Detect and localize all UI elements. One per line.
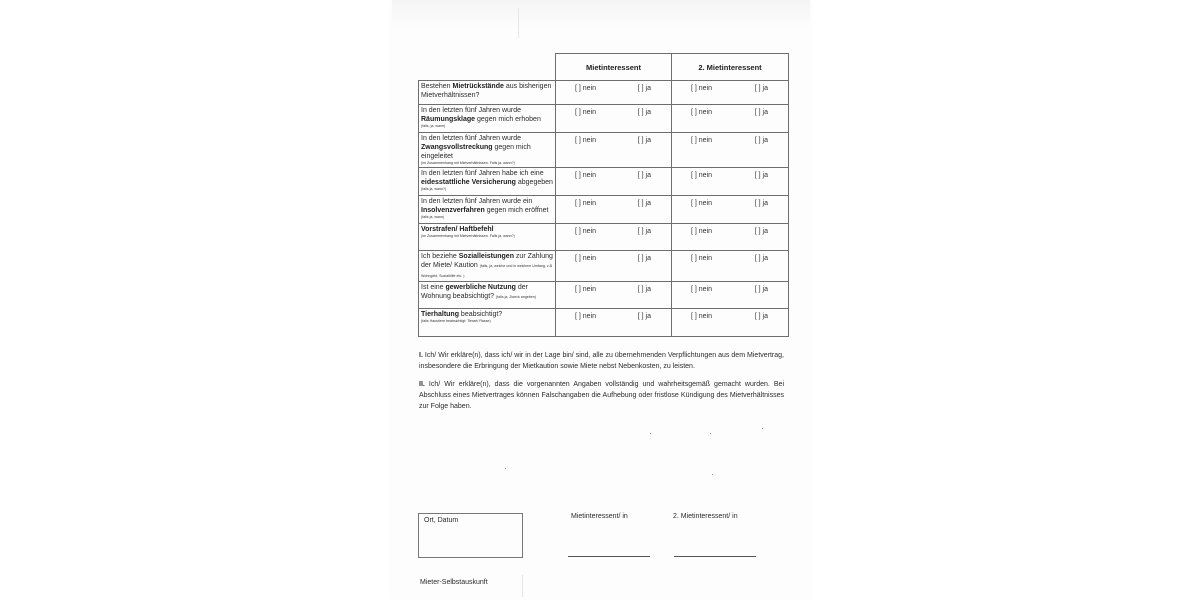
tenant2-signature-line[interactable]: [674, 556, 756, 557]
tenant1-checkbox-nein[interactable]: [ ] nein: [575, 228, 597, 235]
question-keyword: Zwangsvollstreckung: [421, 144, 493, 151]
tenant2-checkbox-ja[interactable]: [ ] ja: [754, 137, 768, 144]
question-cell: Tierhaltung beabsichtigt? (falls Haustiere beabsichtigt: Tierart/ Rasse): [419, 309, 556, 337]
table-row: [419, 105, 789, 133]
tenant1-signature-line[interactable]: [568, 556, 650, 557]
tenant1-checkbox-nein[interactable]: [ ] nein: [575, 200, 597, 207]
table-row: [419, 133, 789, 168]
tenant2-checkbox-nein[interactable]: [ ] nein: [691, 200, 713, 207]
tenant1-checkbox-nein[interactable]: [ ] nein: [575, 137, 597, 144]
tenant1-checkbox-ja[interactable]: [ ] ja: [637, 137, 651, 144]
tenant2-answer-cell: [672, 251, 789, 282]
tenant1-checkbox-nein[interactable]: [ ] nein: [575, 85, 597, 92]
question-note: (falls, ja, wann): [421, 124, 446, 128]
tenant1-answer-cell: [556, 105, 672, 133]
tenant2-answer-cell: [672, 105, 789, 133]
tenant1-checkbox-nein[interactable]: [ ] nein: [575, 286, 597, 293]
tenant2-checkbox-ja[interactable]: [ ] ja: [754, 200, 768, 207]
table-row: [419, 168, 789, 196]
tenant2-checkbox-ja[interactable]: [ ] ja: [754, 228, 768, 235]
footer-title: Mieter-Selbstauskunft: [420, 579, 488, 586]
question-cell: Ist eine gewerbliche Nutzung der Wohnung beabsichtigt? (falls ja, Zweck angeben): [419, 282, 556, 309]
tenant1-answer-cell: [556, 196, 672, 224]
declaration-2: II. Ich/ Wir erkläre(n), dass die vorgenannten Angaben vollständig und wahrheitsgemäß gemacht wurden. Bei Abschluss eines Mietvertrages können Falschangaben die Aufhebung oder fristlose Kündigung des Mietverhältnisses zur Folge haben.: [419, 381, 784, 411]
tenant2-answer-cell: [672, 224, 789, 251]
tenant2-answer-cell: [672, 196, 789, 224]
tenant2-answer-cell: [672, 133, 789, 168]
place-date-field[interactable]: [418, 513, 523, 558]
question-cell: Ich beziehe Sozialleistungen zur Zahlung der Miete/ Kaution (falls, ja, welche und in welchem Umfang, z.B Wohngeld, Sozialhilfe etc. ): [419, 251, 556, 282]
tenant1-checkbox-ja[interactable]: [ ] ja: [637, 109, 651, 116]
scan-artifact: [522, 575, 523, 597]
question-keyword: Vorstrafen/ Haftbefehl: [421, 226, 494, 233]
tenant1-checkbox-ja[interactable]: [ ] ja: [637, 200, 651, 207]
header-tenant1: Mietinteressent: [556, 54, 672, 81]
tenant2-checkbox-ja[interactable]: [ ] ja: [754, 172, 768, 179]
self-disclosure-table: [418, 53, 789, 337]
tenant2-checkbox-nein[interactable]: [ ] nein: [691, 228, 713, 235]
question-keyword: Sozialleistungen: [458, 253, 514, 260]
tenant1-checkbox-ja[interactable]: [ ] ja: [637, 172, 651, 179]
tenant1-checkbox-nein[interactable]: [ ] nein: [575, 172, 597, 179]
table-row: [419, 196, 789, 224]
tenant2-checkbox-ja[interactable]: [ ] ja: [754, 313, 768, 320]
tenant1-checkbox-ja[interactable]: [ ] ja: [637, 313, 651, 320]
question-cell: In den letzten fünf Jahren habe ich eine eidesstattliche Versicherung abgegeben (falls ja, wann?): [419, 168, 556, 196]
tenant2-checkbox-ja[interactable]: [ ] ja: [754, 255, 768, 262]
question-cell: In den letzten fünf Jahren wurde Zwangsvollstreckung gegen mich eingeleitet (im Zusammenhang mit Mietverhältnissen. Falls ja, wann?): [419, 133, 556, 168]
question-note: (falls, ja, welche und in welchem Umfang, z.B Wohngeld, Sozialhilfe etc. ): [421, 264, 553, 278]
scan-artifact: [518, 8, 519, 38]
header-tenant2: 2. Mietinteressent: [672, 54, 789, 81]
tenant2-answer-cell: [672, 81, 789, 105]
question-keyword: Insolvenzverfahren: [421, 207, 485, 214]
tenant2-signature-label: 2. Mietinteressent/ in: [673, 513, 738, 520]
tenant2-checkbox-nein[interactable]: [ ] nein: [691, 286, 713, 293]
tenant1-answer-cell: [556, 282, 672, 309]
tenant2-checkbox-ja[interactable]: [ ] ja: [754, 286, 768, 293]
tenant2-answer-cell: [672, 282, 789, 309]
tenant1-checkbox-ja[interactable]: [ ] ja: [637, 255, 651, 262]
table-row: [419, 251, 789, 282]
question-note: (falls ja, wann): [421, 215, 445, 219]
tenant1-checkbox-ja[interactable]: [ ] ja: [637, 286, 651, 293]
tenant2-checkbox-nein[interactable]: [ ] nein: [691, 85, 713, 92]
question-cell: In den letzten fünf Jahren wurde Räumungsklage gegen mich erhoben (falls, ja, wann): [419, 105, 556, 133]
question-cell: In den letzten fünf Jahren wurde ein Insolvenzverfahren gegen mich eröffnet (falls ja, wann): [419, 196, 556, 224]
tenant1-answer-cell: [556, 224, 672, 251]
tenant2-checkbox-ja[interactable]: [ ] ja: [754, 109, 768, 116]
tenant1-checkbox-nein[interactable]: [ ] nein: [575, 109, 597, 116]
tenant2-answer-cell: [672, 309, 789, 337]
tenant2-checkbox-ja[interactable]: [ ] ja: [754, 85, 768, 92]
tenant1-answer-cell: [556, 309, 672, 337]
tenant1-signature-label: Mietinteressent/ in: [571, 513, 628, 520]
question-note: (im Zusammenhang mit Mietverhältnissen. Falls ja, wann?): [421, 234, 515, 238]
tenant2-answer-cell: [672, 168, 789, 196]
tenant1-checkbox-ja[interactable]: [ ] ja: [637, 228, 651, 235]
tenant1-checkbox-ja[interactable]: [ ] ja: [637, 85, 651, 92]
question-cell: [419, 224, 556, 251]
tenant1-checkbox-nein[interactable]: [ ] nein: [575, 255, 597, 262]
tenant2-checkbox-nein[interactable]: [ ] nein: [691, 137, 713, 144]
table-row: [419, 224, 789, 251]
question-keyword: gewerbliche Nutzung: [445, 284, 516, 291]
place-date-label: Ort, Datum: [424, 517, 459, 524]
header-blank: [419, 54, 556, 81]
tenant1-checkbox-nein[interactable]: [ ] nein: [575, 313, 597, 320]
question-keyword: Räumungsklage: [421, 116, 476, 123]
tenant1-answer-cell: [556, 251, 672, 282]
question-cell: Bestehen Mietrückstände aus bisherigen Mietverhältnissen?: [419, 81, 556, 105]
question-note: (falls ja, wann?): [421, 187, 447, 191]
question-note: (falls Haustiere beabsichtigt: Tierart/ Rasse): [421, 319, 491, 323]
question-note: (falls ja, Zweck angeben): [495, 295, 536, 299]
declaration-1: I. Ich/ Wir erkläre(n), dass ich/ wir in der Lage bin/ sind, alle zu übernehmenden Verpflichtungen aus dem Mietvertrag, insbesondere die Erbringung der Mietkaution sowie Miete nebst Nebenkosten, zu leisten.: [419, 352, 784, 371]
table-row: [419, 81, 789, 105]
tenant1-answer-cell: [556, 81, 672, 105]
question-keyword: Tierhaltung: [421, 311, 459, 318]
table-header-row: [419, 54, 789, 81]
question-note: (im Zusammenhang mit Mietverhältnissen. Falls ja, wann?): [421, 161, 515, 165]
tenant2-checkbox-nein[interactable]: [ ] nein: [691, 109, 713, 116]
tenant2-checkbox-nein[interactable]: [ ] nein: [691, 313, 713, 320]
tenant1-answer-cell: [556, 168, 672, 196]
tenant2-checkbox-nein[interactable]: [ ] nein: [691, 172, 713, 179]
tenant1-answer-cell: [556, 133, 672, 168]
question-keyword: Mietrückstände: [452, 83, 504, 90]
table-row: [419, 282, 789, 309]
question-keyword: eidesstattliche Versicherung: [421, 179, 516, 186]
page-shading: [392, 0, 810, 28]
table-row: [419, 309, 789, 337]
tenant2-checkbox-nein[interactable]: [ ] nein: [691, 255, 713, 262]
